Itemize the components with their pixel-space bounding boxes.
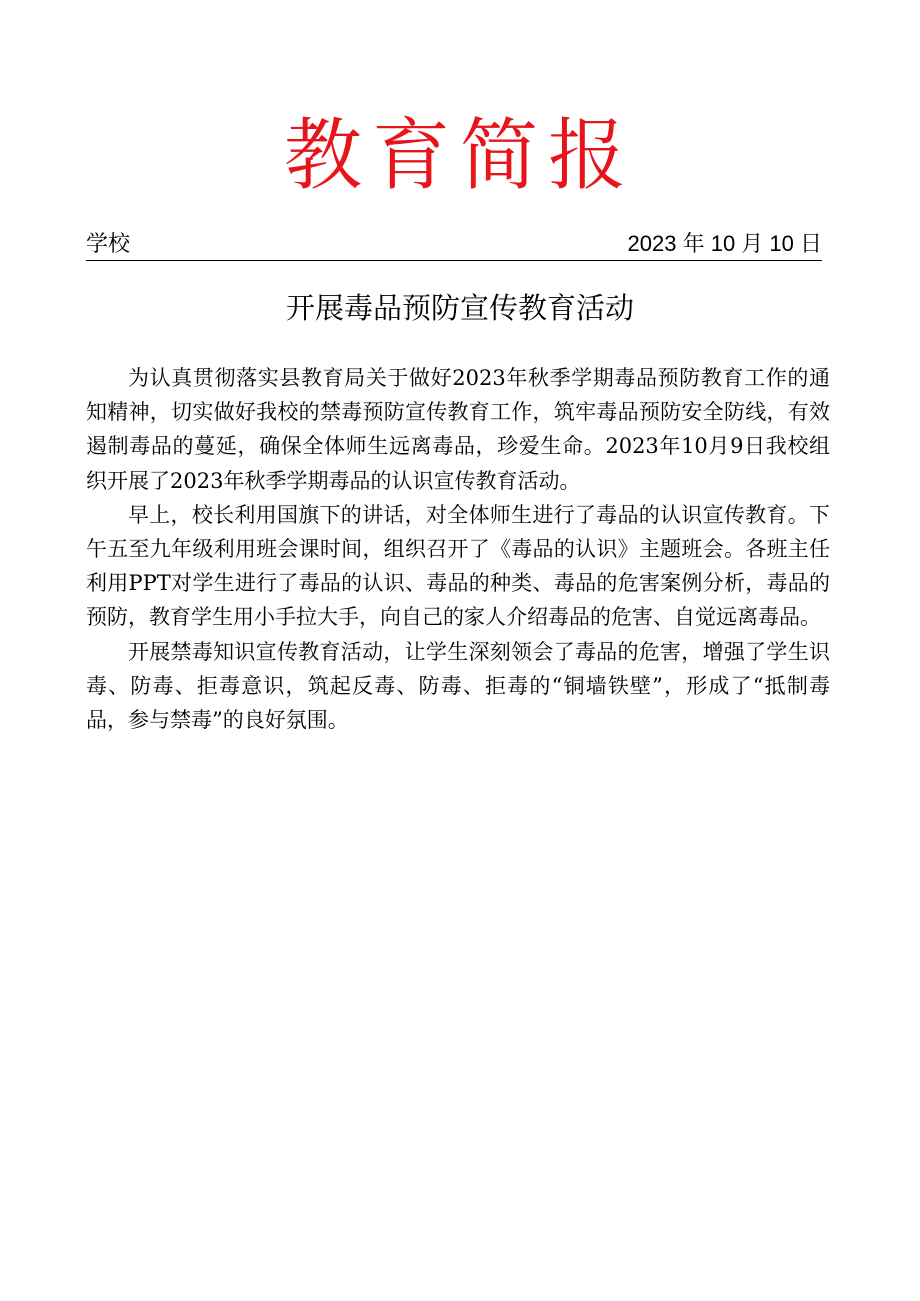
paragraph: 早上，校长利用国旗下的讲话，对全体师生进行了毒品的认识宣传教育。下午五至九年级利用班会课时间，组织召开了《毒品的认识》主题班会。各班主任利用PPT对学生进行了毒品的认识、毒品的种类、毒品的危害案例分析，毒品的预防，教育学生用小手拉大手，向自己的家人介绍毒品的危害、自觉远离毒品。	[86, 502, 830, 630]
meta-line	[86, 228, 822, 261]
masthead-title: 教育简报	[283, 111, 636, 201]
paragraph: 开展禁毒知识宣传教育活动，让学生深刻领会了毒品的危害，增强了学生识毒、防毒、拒毒意识，筑起反毒、防毒、拒毒的“铜墙铁壁”，形成了“抵制毒品，参与禁毒”的良好氛围。	[86, 639, 830, 733]
issue-date: 2023 年 10 月 10 日	[627, 231, 822, 256]
school-label: 学校	[86, 231, 131, 256]
paragraph: 为认真贯彻落实县教育局关于做好2023年秋季学期毒品预防教育工作的通知精神，切实做好我校的禁毒预防宣传教育工作，筑牢毒品预防安全防线，有效遏制毒品的蔓延，确保全体师生远离毒品，珍爱生命。2023年10月9日我校组织开展了2023年秋季学期毒品的认识宣传教育活动。	[86, 366, 830, 493]
article-body	[86, 361, 830, 737]
article-headline: 开展毒品预防宣传教育活动	[285, 293, 634, 325]
